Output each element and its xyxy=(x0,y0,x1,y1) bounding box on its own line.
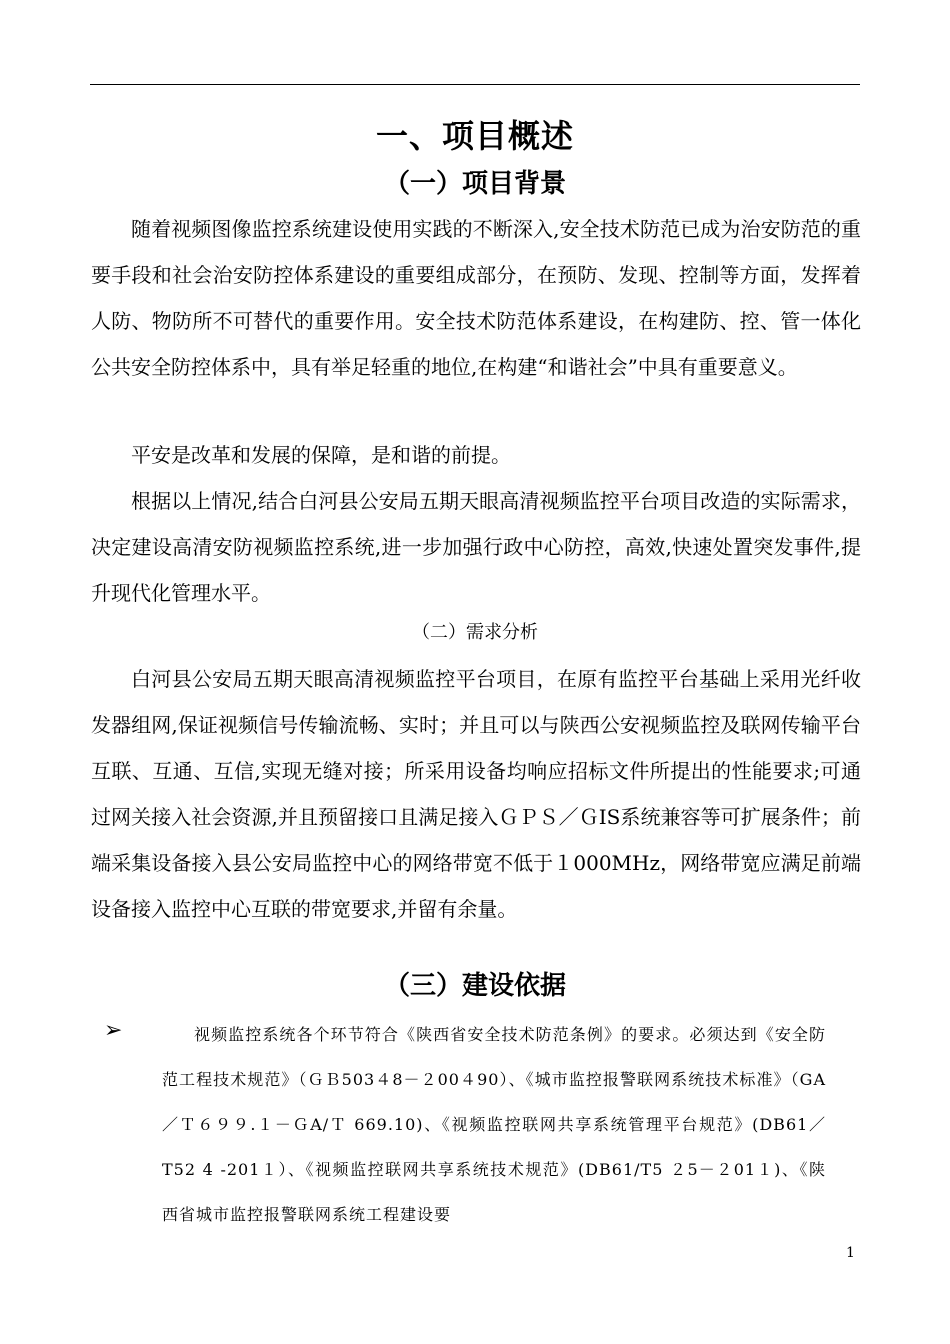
page-number: 1 xyxy=(846,1245,855,1261)
bullet-arrow-icon: ➢ xyxy=(104,1018,123,1043)
chapter-title: 一、项目概述 xyxy=(375,117,574,155)
section-title-basis: （三）建设依据 xyxy=(383,971,566,1001)
background-paragraph-1: 随着视频图像监控系统建设使用实践的不断深入,安全技术防范已成为治安防范的重要手段和社会治安防控体系建设的重要组成部分，在预防、发现、控制等方面，发挥着人防、物防所不可替代的重要作用。安全技术防范体系建设，在构建防、控、管一体化公共安全防控体系中，具有举足轻重的地位,在构建“和谐社会”中具有重要意义。 xyxy=(91,217,861,379)
section-title-background: （一）项目背景 xyxy=(383,169,566,199)
requirements-paragraph: 白河县公安局五期天眼高清视频监控平台项目，在原有监控平台基础上采用光纤收发器组网,保证视频信号传输流畅、实时；并且可以与陕西公安视频监控及联网传输平台互联、互通、互信,实现无缝对接；所采用设备均响应招标文件所提出的性能要求;可通过网关接入社会资源,并且预留接口且满足接入ＧＰＳ／ＧIS系统兼容等可扩展条件；前端采集设备接入县公安局监控中心的网络带宽不低于１000MHz，网络带宽应满足前端设备接入监控中心互联的带宽要求,并留有余量。 xyxy=(91,667,861,921)
header-rule xyxy=(90,84,860,85)
background-paragraph-3: 根据以上情况,结合白河县公安局五期天眼高清视频监控平台项目改造的实际需求，决定建设高清安防视频监控系统,进一步加强行政中心防控，高效,快速处置突发事件,提升现代化管理水平。 xyxy=(91,489,861,605)
basis-bullet-text: 视频监控系统各个环节符合《陕西省安全技术防范条例》的要求。必须达到《安全防范工程技术规范》（ＧＢ503４8－２00４90）、《城市监控报警联网系统技术标准》（GA／Ｔ６９９.１－ＧA/Ｔ 669.10)、《视频监控联网共享系统管理平台规范》(DB61／T52 4 -201１）、《视频监控联网共享系统技术规范》(DB61/T5 ２5－２01１)、《陕西省城市监控报警联网系统工程建设要 xyxy=(162,1025,826,1224)
section-title-requirements: （二）需求分析 xyxy=(412,622,538,643)
background-paragraph-2: 平安是改革和发展的保障，是和谐的前提。 xyxy=(131,443,511,467)
